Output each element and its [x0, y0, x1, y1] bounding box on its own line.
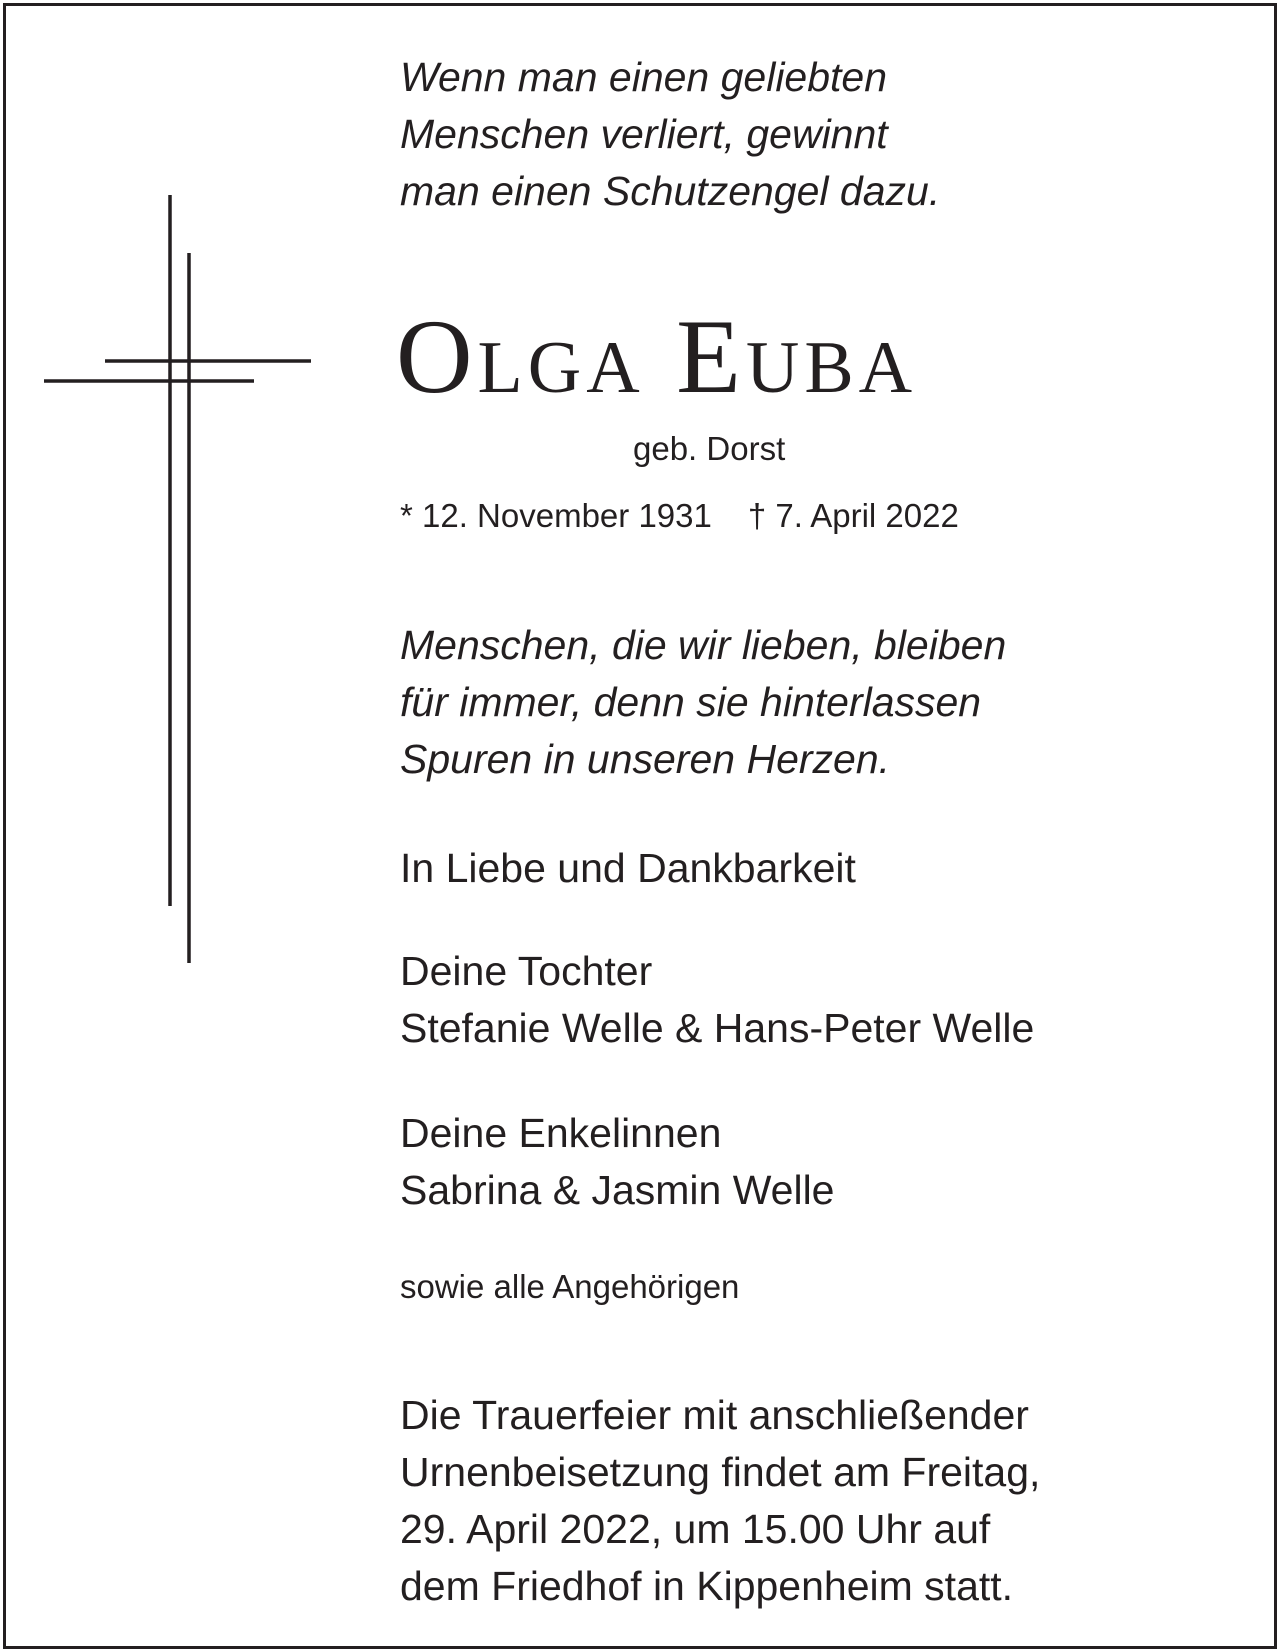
dedication: In Liebe und Dankbarkeit: [400, 845, 856, 891]
ceremony-line: Urnenbeisetzung findet am Freitag,: [400, 1449, 1041, 1495]
family-granddaughters: [400, 1105, 834, 1219]
memorial-quote: [400, 617, 1006, 788]
quote-line: für immer, denn sie hinterlassen: [400, 679, 982, 725]
birth-name: geb. Dorst: [633, 430, 786, 467]
family-names: Stefanie Welle & Hans-Peter Welle: [400, 1005, 1035, 1051]
family-daughter: [400, 943, 1034, 1057]
family-relation: Deine Enkelinnen: [400, 1110, 722, 1156]
ceremony-line: 29. April 2022, um 15.00 Uhr auf: [400, 1506, 991, 1552]
relatives-note: sowie alle Angehörigen: [400, 1268, 740, 1305]
family-relation: Deine Tochter: [400, 948, 653, 994]
death-date: † 7. April 2022: [747, 497, 959, 534]
quote-line: Menschen, die wir lieben, bleiben: [400, 622, 1007, 668]
quote-line: Menschen verliert, gewinnt: [400, 111, 888, 157]
ceremony-line: Die Trauerfeier mit anschließender: [400, 1392, 1029, 1438]
ceremony-line: dem Friedhof in Kippenheim statt.: [400, 1563, 1014, 1609]
deceased-name: Olga Euba: [396, 298, 918, 415]
family-names: Sabrina & Jasmin Welle: [400, 1167, 835, 1213]
life-dates: [400, 496, 959, 536]
ceremony-info: [400, 1387, 1040, 1615]
birth-date: * 12. November 1931: [400, 497, 712, 534]
quote-line: Wenn man einen geliebten: [400, 54, 888, 100]
quote-line: man einen Schutzengel dazu.: [400, 168, 941, 214]
quote-line: Spuren in unseren Herzen.: [400, 736, 891, 782]
opening-quote: [400, 49, 940, 220]
